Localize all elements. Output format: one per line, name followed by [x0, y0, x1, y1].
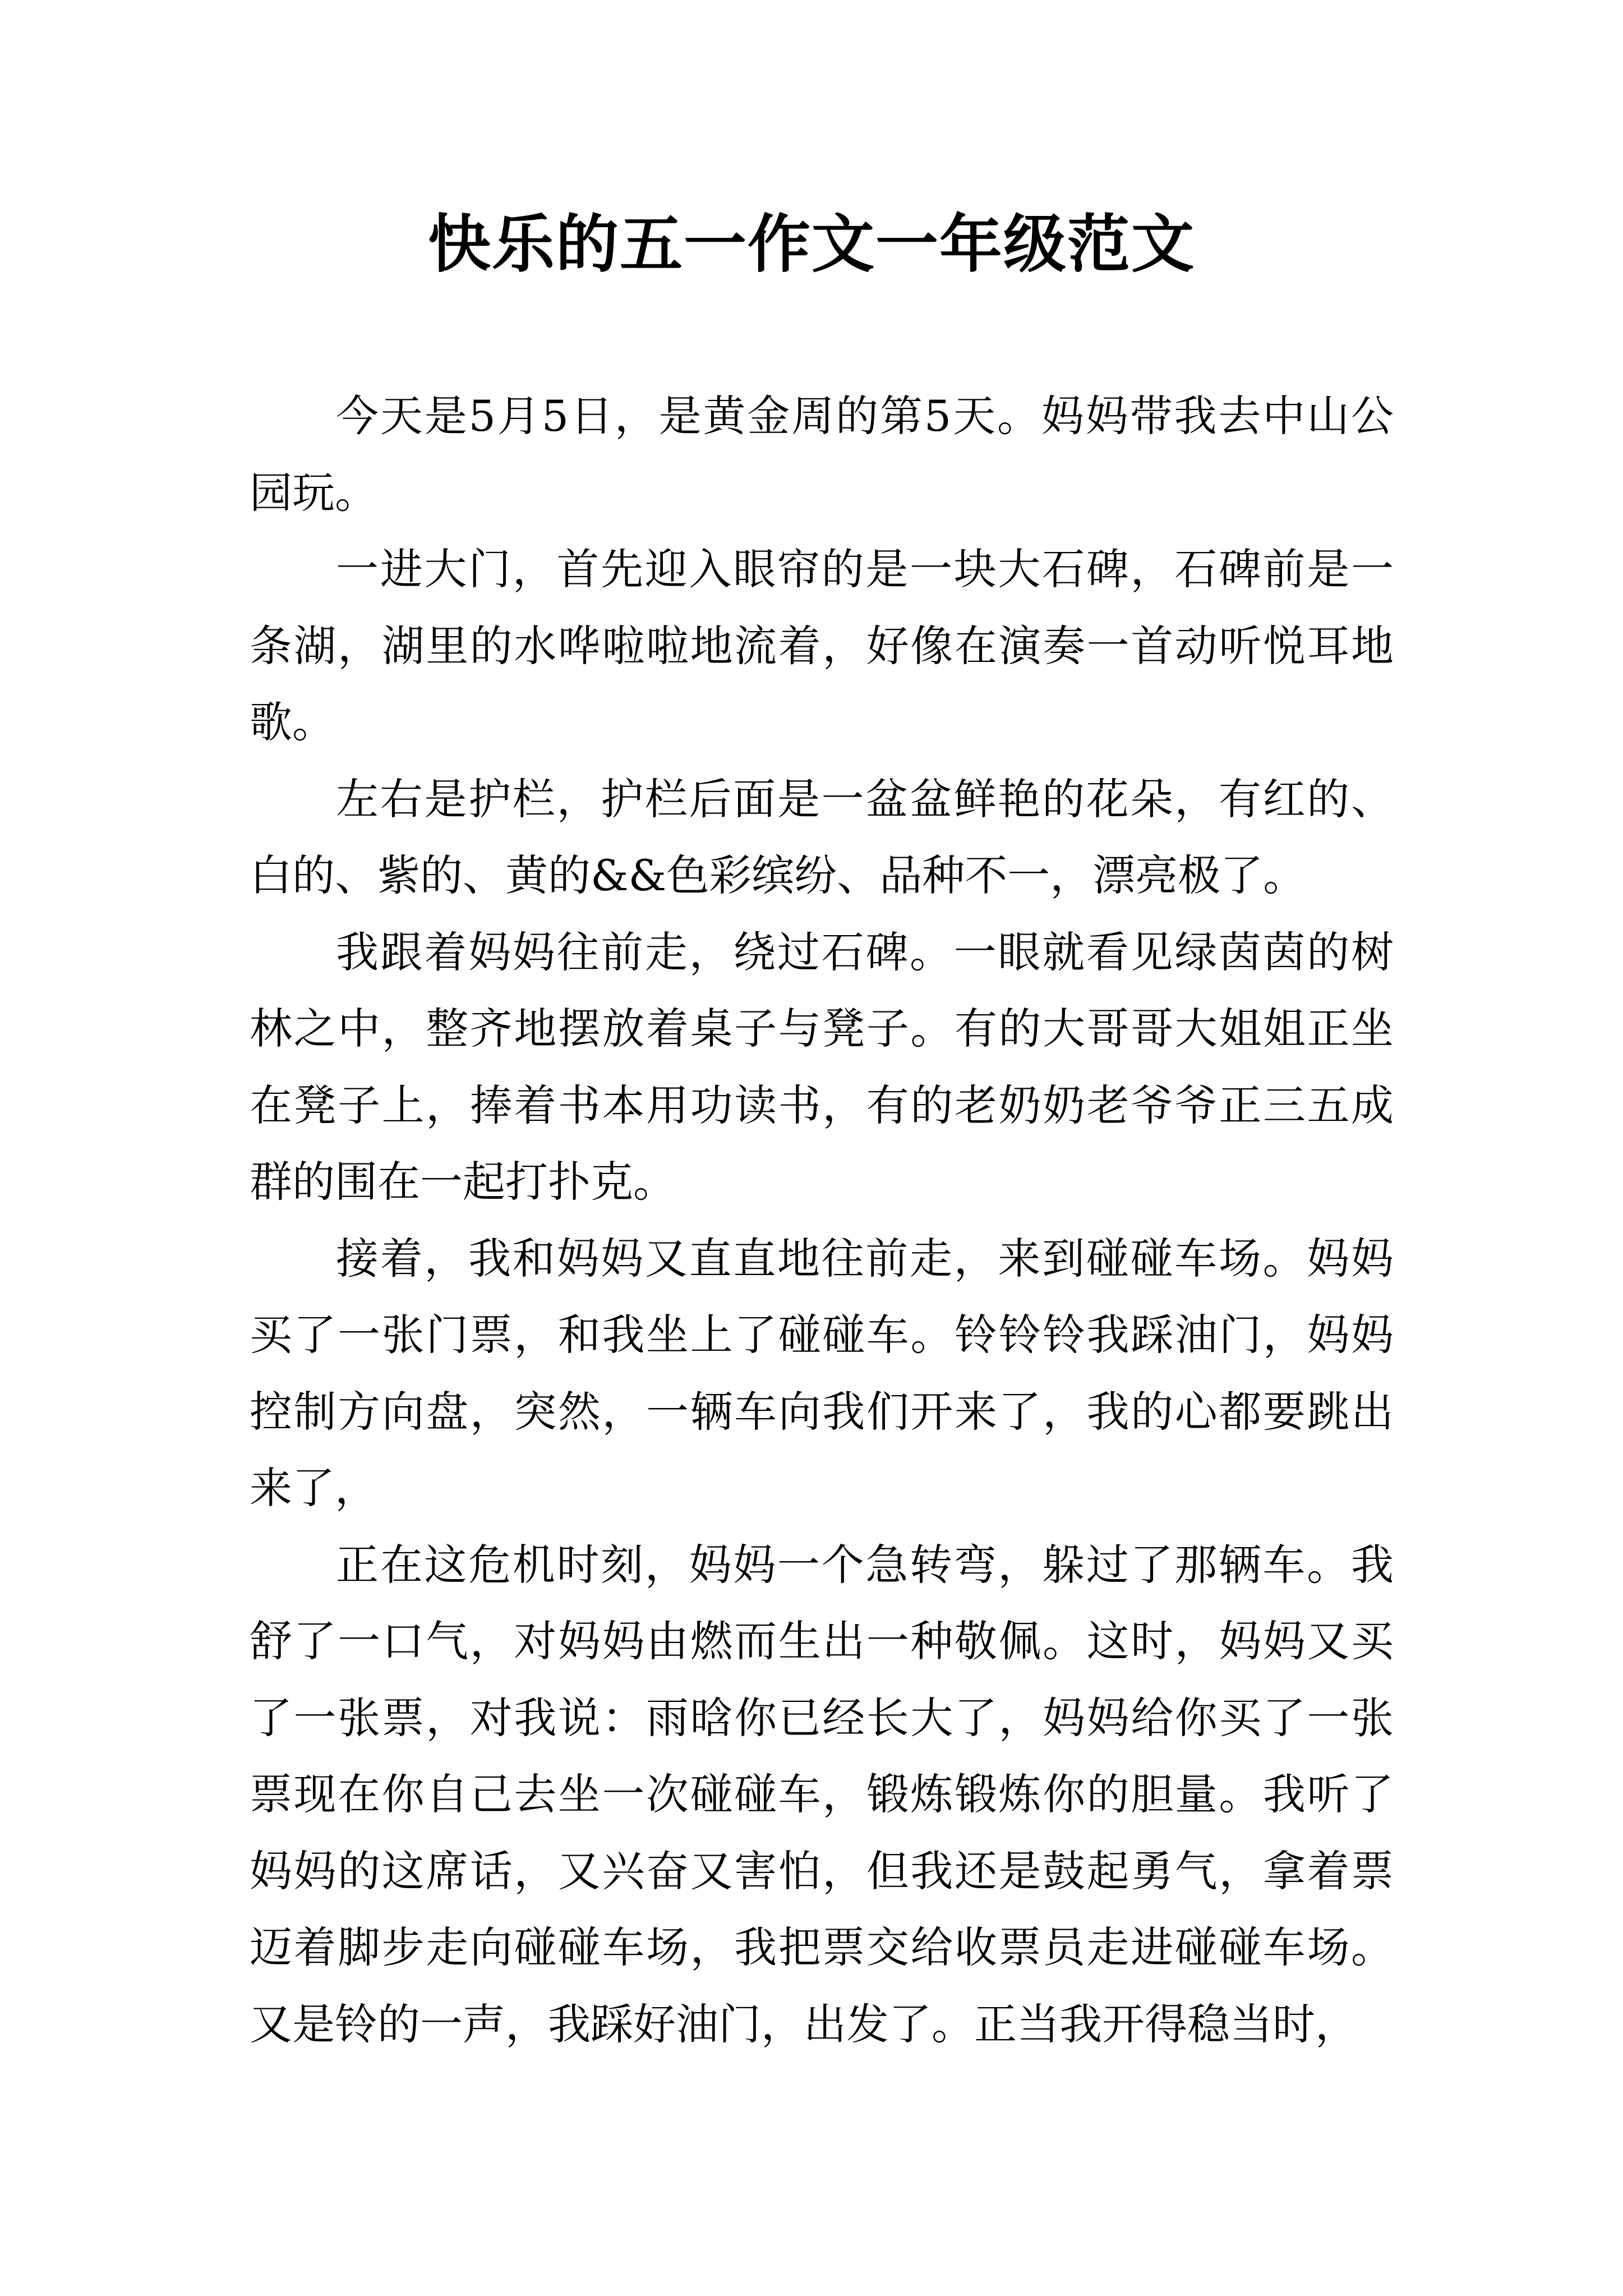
paragraph-5: 接着，我和妈妈又直直地往前走，来到碰碰车场。妈妈买了一张门票，和我坐上了碰碰车。铃铃铃我踩油门，妈妈控制方向盘，突然，一辆车向我们开来了，我的心都要跳出来了，	[250, 1233, 1394, 1513]
paragraph-6: 正在这危机时刻，妈妈一个急转弯，躲过了那辆车。我舒了一口气，对妈妈由燃而生出一种敬佩。这时，妈妈又买了一张票，对我说：雨晗你已经长大了，妈妈给你买了一张票现在你自己去坐一次碰碰车，锻炼锻炼你的胆量。我听了妈妈的这席话，又兴奋又害怕，但我还是鼓起勇气，拿着票迈着脚步走向碰碰车场，我把票交给收票员走进碰碰车场。又是铃的一声，我踩好油门，出发了。正当我开得稳当时，	[250, 1539, 1394, 2049]
paragraph-3: 左右是护栏，护栏后面是一盆盆鲜艳的花朵，有红的、白的、紫的、黄的&&色彩缤纷、品种不一，漂亮极了。	[250, 774, 1394, 900]
paragraph-1: 今天是5月5日，是黄金周的第5天。妈妈带我去中山公园玩。	[250, 391, 1394, 518]
paragraph-4: 我跟着妈妈往前走，绕过石碑。一眼就看见绿茵茵的树林之中，整齐地摆放着桌子与凳子。有的大哥哥大姐姐正坐在凳子上，捧着书本用功读书，有的老奶奶老爷爷正三五成群的围在一起打扑克。	[250, 927, 1394, 1207]
essay-body	[250, 378, 1394, 2063]
page-title: 快乐的五一作文一年级范文	[428, 208, 1195, 281]
paragraph-2: 一进大门，首先迎入眼帘的是一块大石碑，石碑前是一条湖，湖里的水哗啦啦地流着，好像在演奏一首动听悦耳地歌。	[250, 544, 1394, 747]
